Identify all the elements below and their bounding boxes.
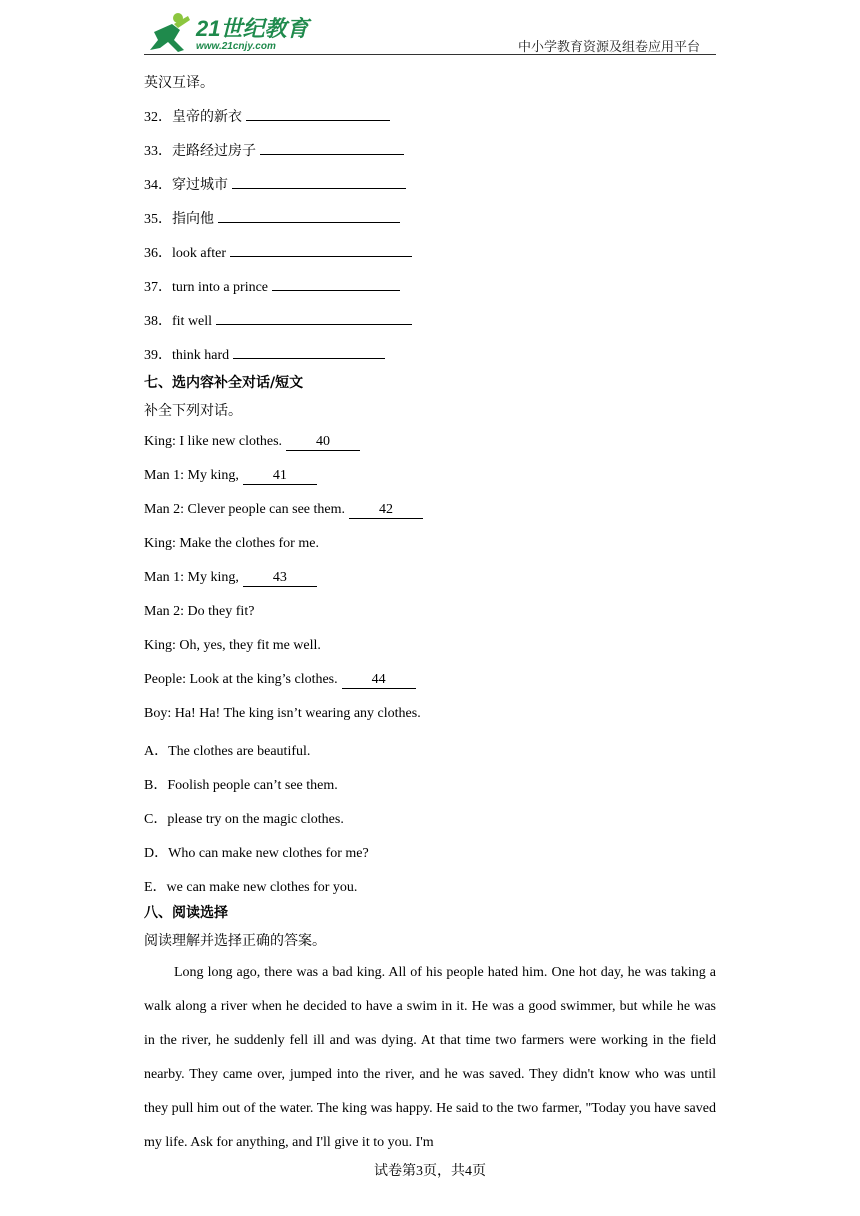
answer-blank[interactable] (216, 310, 412, 325)
section-8-title: 八、阅读选择 (144, 905, 228, 921)
dialogue-line: King: Oh, yes, they fit me well. (144, 638, 321, 653)
logo (144, 10, 314, 54)
dialogue-text: Man 1: My king, (144, 468, 239, 483)
question-37 (144, 276, 400, 296)
question-33 (144, 140, 404, 160)
question-text: fit well (172, 314, 213, 329)
question-number: 35． (144, 212, 172, 227)
section-7-title: 七、选内容补全对话/短文 (144, 375, 304, 391)
dialogue-blank-42[interactable]: 42 (349, 502, 423, 519)
translation-instruction: 英汉互译。 (144, 76, 214, 91)
dialogue-text: Man 1: My king, (144, 570, 239, 585)
question-text: 穿过城市 (172, 178, 228, 193)
dialogue-line: King: Make the clothes for me. (144, 536, 319, 551)
answer-blank[interactable] (246, 106, 390, 121)
answer-blank[interactable] (233, 344, 385, 359)
dialogue-line: Boy: Ha! Ha! The king isn’t wearing any clothes. (144, 706, 421, 721)
option-a: A．The clothes are beautiful. (144, 744, 311, 759)
option-b: B．Foolish people can’t see them. (144, 778, 338, 793)
answer-blank[interactable] (232, 174, 406, 189)
question-32 (144, 106, 390, 126)
answer-blank[interactable] (272, 276, 400, 291)
question-text: think hard (172, 348, 230, 363)
question-number: 38． (144, 314, 172, 329)
dialogue-line: Man 2: Do they fit? (144, 604, 255, 619)
reading-passage: Long long ago, there was a bad king. All of his people hated him. One hot day, he was taking a walk along a river when he decided to have a swim in it. He was a good swimmer, but while he was in the river, he suddenly fell ill and was dying. At that time two farmers were working in the field nearby. They came over, jumped into the river, and he was saved. They didn't know who was until they pull him out of the water. The king was happy. He said to the two farmer, "Today you have saved my life. Ask for anything, and I'll give it to you. I'm (144, 965, 716, 1150)
dialogue-blank-40[interactable]: 40 (286, 434, 360, 451)
question-number: 32． (144, 110, 172, 125)
dialogue-blank-43[interactable]: 43 (243, 570, 317, 587)
header-tagline: 中小学教育资源及组卷应用平台 (517, 39, 700, 54)
header-divider (144, 54, 716, 55)
question-text: turn into a prince (172, 280, 269, 295)
logo-url: www.21cnjy.com (196, 41, 276, 52)
question-34 (144, 174, 406, 194)
dialogue-line (144, 502, 423, 519)
question-number: 36． (144, 246, 172, 261)
dialogue-line (144, 434, 360, 451)
question-text: 皇帝的新衣 (172, 110, 242, 125)
section-8-instruction: 阅读理解并选择正确的答案。 (144, 934, 326, 949)
option-c: C．please try on the magic clothes. (144, 812, 344, 827)
dialogue-line (144, 468, 317, 485)
question-number: 39． (144, 348, 172, 363)
dialogue-blank-44[interactable]: 44 (342, 672, 416, 689)
question-number: 33． (144, 144, 172, 159)
question-number: 37． (144, 280, 172, 295)
question-36 (144, 242, 412, 262)
question-text: 指向他 (172, 212, 214, 227)
dialogue-line (144, 672, 416, 689)
question-text: look after (172, 246, 227, 261)
logo-text: 21世纪教育 (196, 16, 309, 41)
runner-logo-icon (144, 10, 194, 54)
dialogue-text: Man 2: Clever people can see them. (144, 502, 345, 517)
question-39 (144, 344, 385, 364)
page-footer: 试卷第3页，共4页 (374, 1164, 486, 1179)
dialogue-text: King: I like new clothes. (144, 434, 283, 449)
section-7-instruction: 补全下列对话。 (144, 404, 242, 419)
answer-blank[interactable] (260, 140, 404, 155)
answer-blank[interactable] (218, 208, 400, 223)
question-text: 走路经过房子 (172, 144, 256, 159)
answer-blank[interactable] (230, 242, 412, 257)
question-38 (144, 310, 412, 330)
question-number: 34． (144, 178, 172, 193)
dialogue-blank-41[interactable]: 41 (243, 468, 317, 485)
option-d: D．Who can make new clothes for me? (144, 846, 369, 861)
question-35 (144, 208, 400, 228)
option-e: E．we can make new clothes for you. (144, 880, 358, 895)
page-header (144, 8, 716, 56)
dialogue-text: People: Look at the king’s clothes. (144, 672, 338, 687)
dialogue-line (144, 570, 317, 587)
